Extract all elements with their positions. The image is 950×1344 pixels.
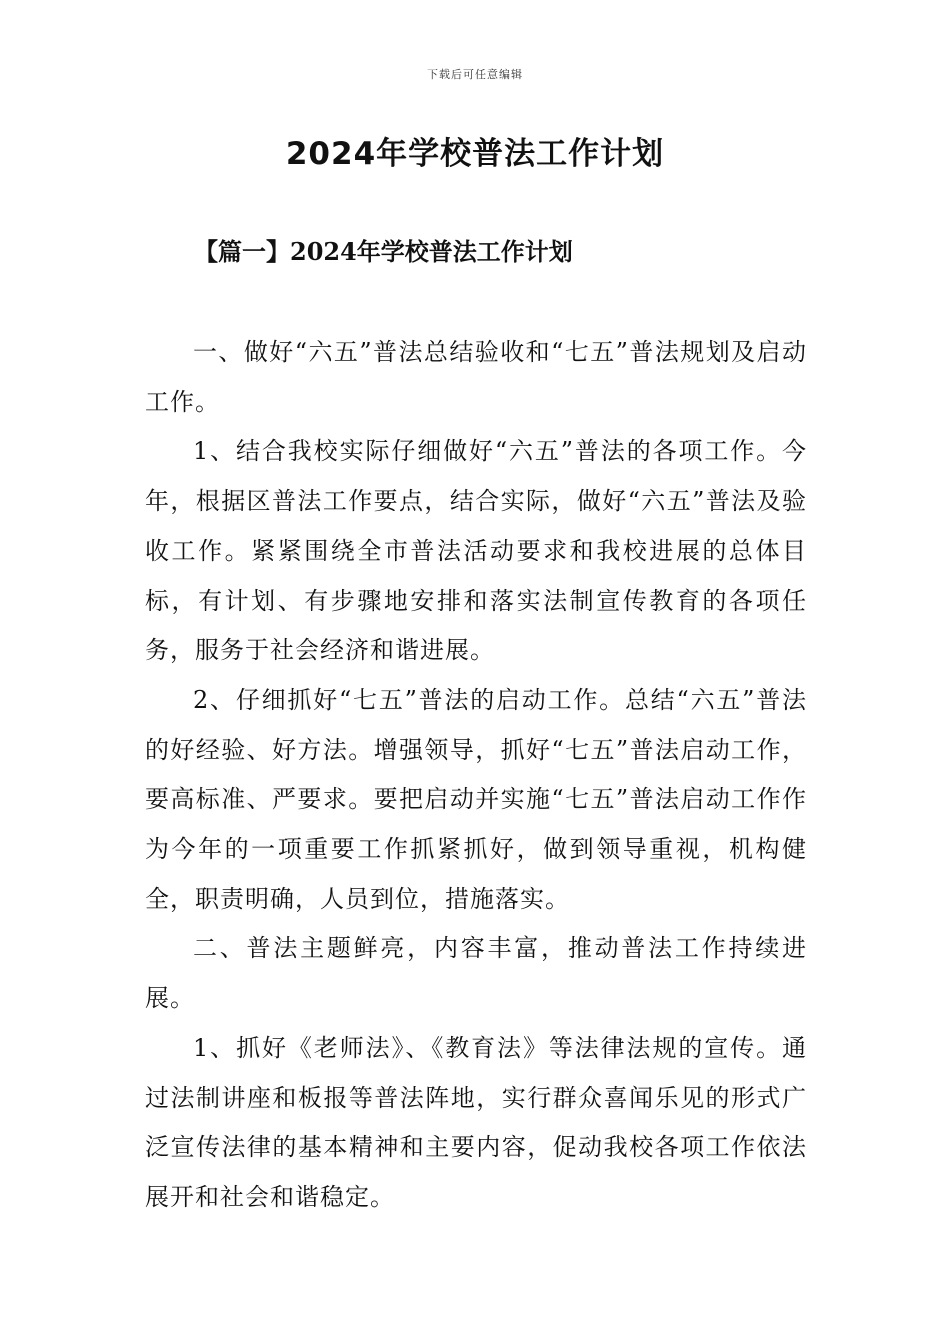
header-note: 下载后可任意编辑: [427, 68, 523, 81]
paragraph-item-1: 1、结合我校实际仔细做好“六五”普法的各项工作。今年，根据区普法工作要点，结合实际，做好“六五”普法及验收工作。紧紧围绕全市普法活动要求和我校进展的总体目标，有计划、有步骤地安排和落实法制宣传教育的各项任务，服务于社会经济和谐进展。: [145, 437, 807, 665]
document-title: 2024年学校普法工作计划: [285, 136, 665, 172]
section-heading: 【篇一】2024年学校普法工作计划: [194, 237, 573, 266]
paragraph-part-one-heading: 一、做好“六五”普法总结验收和“七五”普法规划及启动工作。: [145, 338, 807, 416]
document-body: [145, 328, 807, 1223]
paragraph-item-2: 2、仔细抓好“七五”普法的启动工作。总结“六五”普法的好经验、好方法。增强领导，抓好“七五”普法启动工作，要高标准、严要求。要把启动并实施“七五”普法启动工作作为今年的一项重要工作抓紧抓好，做到领导重视，机构健全，职责明确，人员到位，措施落实。: [145, 685, 807, 913]
paragraph-part-two-item-1: 1、抓好《老师法》、《教育法》等法律法规的宣传。通过法制讲座和板报等普法阵地，实行群众喜闻乐见的形式广泛宣传法律的基本精神和主要内容，促动我校各项工作依法展开和社会和谐稳定。: [145, 1033, 807, 1211]
paragraph-part-two-heading: 二、普法主题鲜亮，内容丰富，推动普法工作持续进展。: [145, 934, 807, 1013]
